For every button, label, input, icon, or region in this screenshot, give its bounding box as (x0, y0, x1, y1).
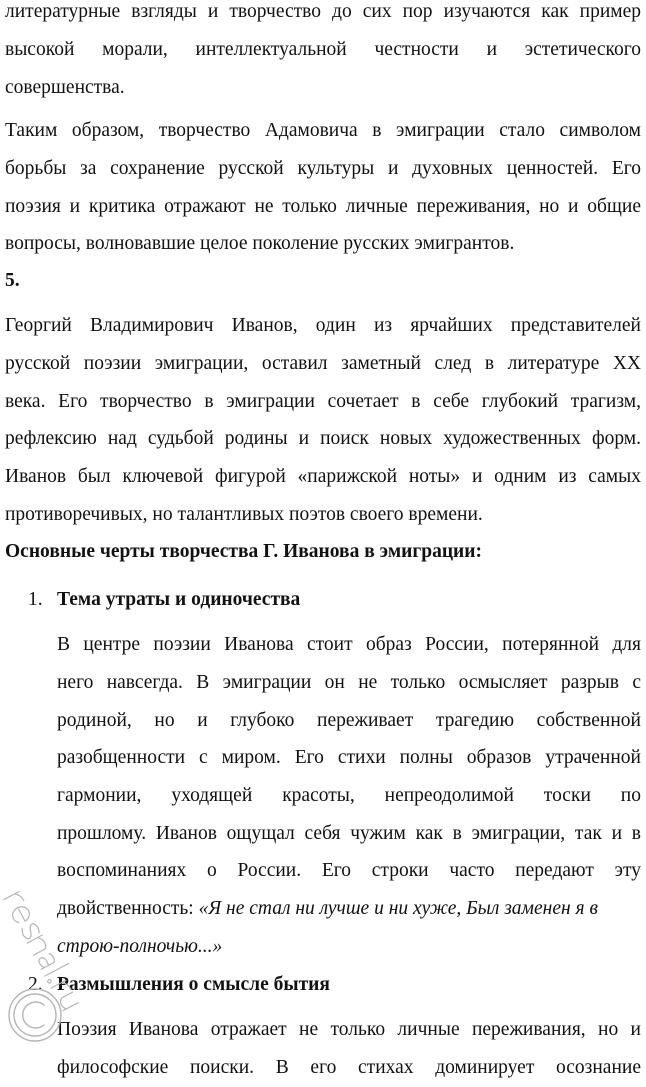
heading-main-features (5, 533, 641, 571)
text-line: Основные черты творчества Г. Иванова в эмиграции: (5, 541, 483, 563)
section-number (5, 262, 641, 300)
text-line: него навсегда. В эмиграции он не только осмысляет разрыв с (57, 671, 641, 693)
text-line: разобщенности с миром. Его стихи полны образов утраченной (57, 747, 641, 769)
text-line: двойственность: «Я не стал ни лучше и ни хуже, Был заменен я в (57, 897, 598, 919)
list-item-1-number: 1. (28, 589, 43, 610)
quote-text: «Я не стал ни лучше и ни хуже, Был заменен я в (198, 897, 598, 919)
text-line: родиной, но и глубоко переживает трагедию собственной (57, 709, 641, 731)
text-line: совершенства. (5, 76, 125, 98)
text-line: высокой морали, интеллектуальной честности и эстетического (5, 38, 641, 60)
text-line: Иванов был ключевой фигурой «парижской ноты» и одним из самых (5, 465, 641, 487)
text-line: гармонии, уходящей красоты, непреодолимой тоски по (57, 784, 641, 806)
text-line: Таким образом, творчество Адамовича в эмиграции стало символом (5, 120, 641, 142)
para-conclusion (5, 112, 641, 263)
text-line: философские поиски. В его стихах доминирует осознание (57, 1056, 641, 1078)
text-line: поэзия и критика отражают не только личные переживания, но и общие (5, 195, 641, 217)
text-line: прошлому. Иванов ощущал себя чужим как в эмиграции, так и в (57, 822, 641, 844)
text-line: Поэзия Иванова отражает не только личные переживания, но и (57, 1019, 641, 1041)
text-line: противоречивых, но талантливых поэтов своего времени. (5, 503, 483, 525)
list-item-2-title: Размышления о смысле бытия (57, 974, 330, 995)
text-line: вопросы, волновавшие целое поколение русских эмигрантов. (5, 233, 515, 255)
text-line: русской поэзии эмиграции, оставил заметный след в литературе XX (5, 352, 641, 374)
text-line: рефлексию над судьбой родины и поиск новых художественных форм. (5, 428, 641, 450)
text-line: Георгий Владимирович Иванов, один из ярчайших представителей (5, 315, 641, 337)
text-line: В центре поэзии Иванова стоит образ России, потерянной для (57, 634, 641, 656)
text-line: воспоминаниях о России. Его строки часто передают эту (57, 860, 641, 882)
para-morality (5, 0, 641, 106)
list-item-1-title: Тема утраты и одиночества (57, 589, 301, 610)
list-item-2-body (57, 1011, 641, 1086)
quote-text: строю-полночью...» (57, 935, 223, 957)
text-line (57, 928, 641, 966)
text-line: века. Его творчество в эмиграции сочетает в себе глубокий трагизм, (5, 390, 641, 412)
para-ivanov-intro (5, 307, 641, 533)
text-line: литературные взгляды и творчество до сих пор изучаются как пример (5, 1, 641, 23)
text-line: 5. (5, 270, 20, 292)
list-item-2-number: 2. (28, 974, 43, 995)
text-line: борьбы за сохранение русской культуры и духовных ценностей. Его (5, 157, 641, 179)
list-item-1-body (57, 626, 641, 965)
